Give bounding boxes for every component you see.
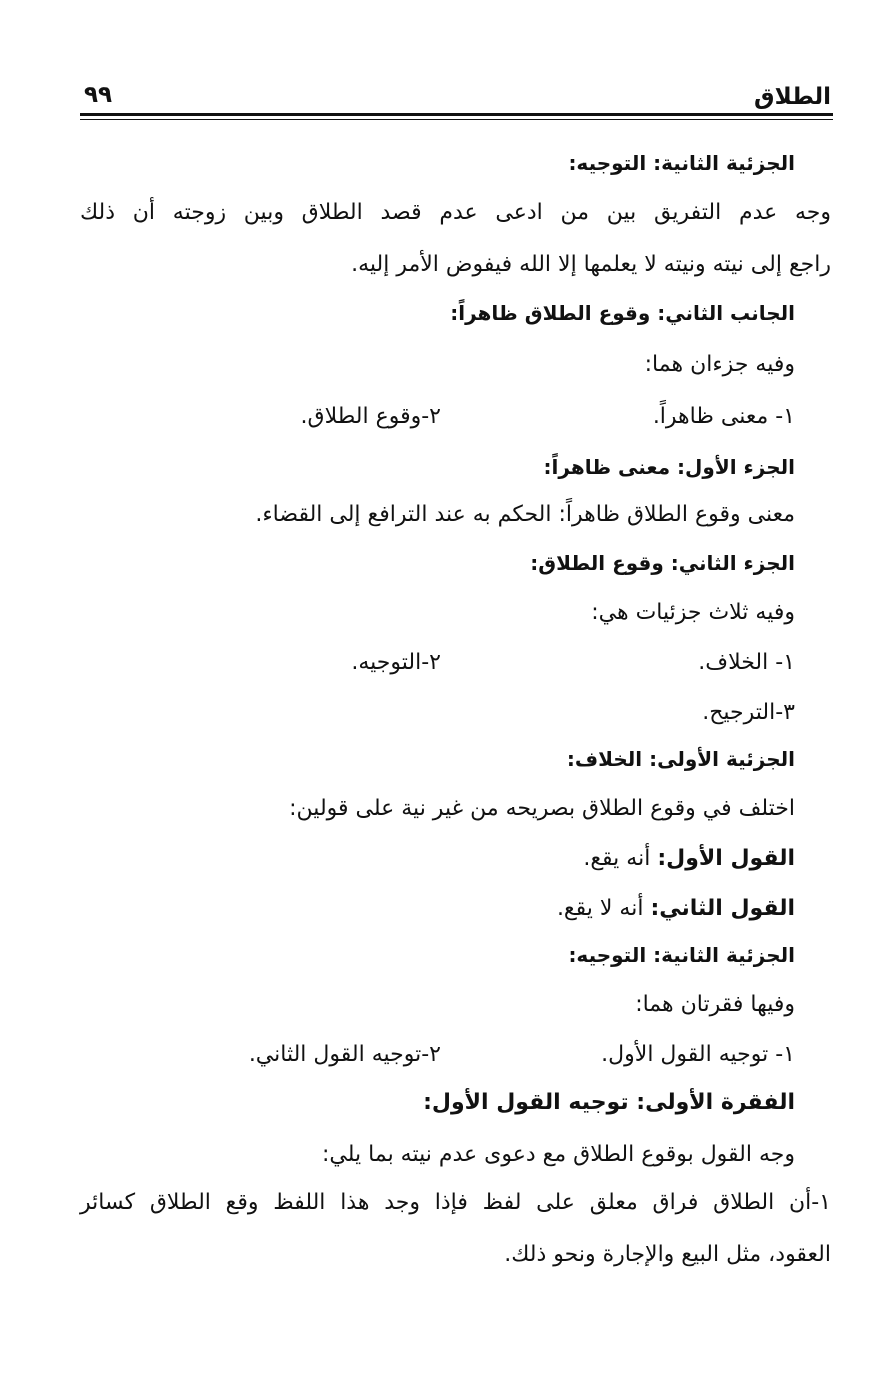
section-heading: الجانب الثاني: وقوع الطلاق ظاهراً: bbox=[450, 301, 795, 325]
paragraph-line: وفيها فقرتان هما: bbox=[635, 992, 795, 1017]
paragraph-line: اختلف في وقوع الطلاق بصريحه من غير نية على قولين: bbox=[289, 796, 795, 821]
header-rule-thin bbox=[80, 119, 833, 120]
section-heading: الجزء الأول: معنى ظاهراً: bbox=[543, 455, 795, 479]
paragraph-line: راجع إلى نيته ونيته لا يعلمها إلا الله فيفوض الأمر إليه. bbox=[351, 252, 831, 277]
section-heading: الجزئية الثانية: التوجيه: bbox=[568, 943, 795, 967]
opinion-label: القول الثاني: bbox=[650, 896, 795, 921]
list-item: ١- معنى ظاهراً. bbox=[652, 404, 795, 429]
list-item: ٢-توجيه القول الثاني. bbox=[248, 1042, 441, 1067]
header-rule-thick bbox=[80, 113, 833, 116]
opinion-line bbox=[557, 894, 795, 924]
opinion-text: أنه يقع. bbox=[583, 846, 658, 871]
opinion-line bbox=[583, 844, 795, 874]
paragraph-line: ١-أن الطلاق فراق معلق على لفظ فإذا وجد هذا اللفظ وقع الطلاق كسائر bbox=[80, 1190, 831, 1215]
paragraph-line: معنى وقوع الطلاق ظاهراً: الحكم به عند الترافع إلى القضاء. bbox=[255, 502, 795, 527]
running-header-title: الطلاق bbox=[754, 84, 831, 110]
paragraph-line: وفيه جزءان هما: bbox=[644, 352, 795, 377]
paragraph-line: العقود، مثل البيع والإجارة ونحو ذلك. bbox=[504, 1242, 831, 1267]
list-item: ١- الخلاف. bbox=[698, 650, 795, 675]
section-heading: الجزئية الثانية: التوجيه: bbox=[568, 151, 795, 175]
paragraph-line: وجه القول بوقوع الطلاق مع دعوى عدم نيته بما يلي: bbox=[322, 1142, 795, 1167]
section-heading: الجزء الثاني: وقوع الطلاق: bbox=[530, 551, 795, 575]
list-item: ٢-وقوع الطلاق. bbox=[300, 404, 441, 429]
section-heading: الفقرة الأولى: توجيه القول الأول: bbox=[423, 1090, 795, 1115]
list-item: ٣-الترجيح. bbox=[702, 700, 795, 725]
paragraph-line: وجه عدم التفريق بين من ادعى عدم قصد الطلاق وبين زوجته أن ذلك bbox=[80, 200, 831, 225]
list-item: ١- توجيه القول الأول. bbox=[601, 1042, 795, 1067]
paragraph-line: وفيه ثلاث جزئيات هي: bbox=[591, 600, 795, 625]
opinion-label: القول الأول: bbox=[657, 846, 795, 871]
section-heading: الجزئية الأولى: الخلاف: bbox=[566, 747, 795, 771]
page-number: ٩٩ bbox=[84, 82, 113, 108]
opinion-text: أنه لا يقع. bbox=[556, 896, 651, 921]
list-item: ٢-التوجيه. bbox=[351, 650, 441, 675]
